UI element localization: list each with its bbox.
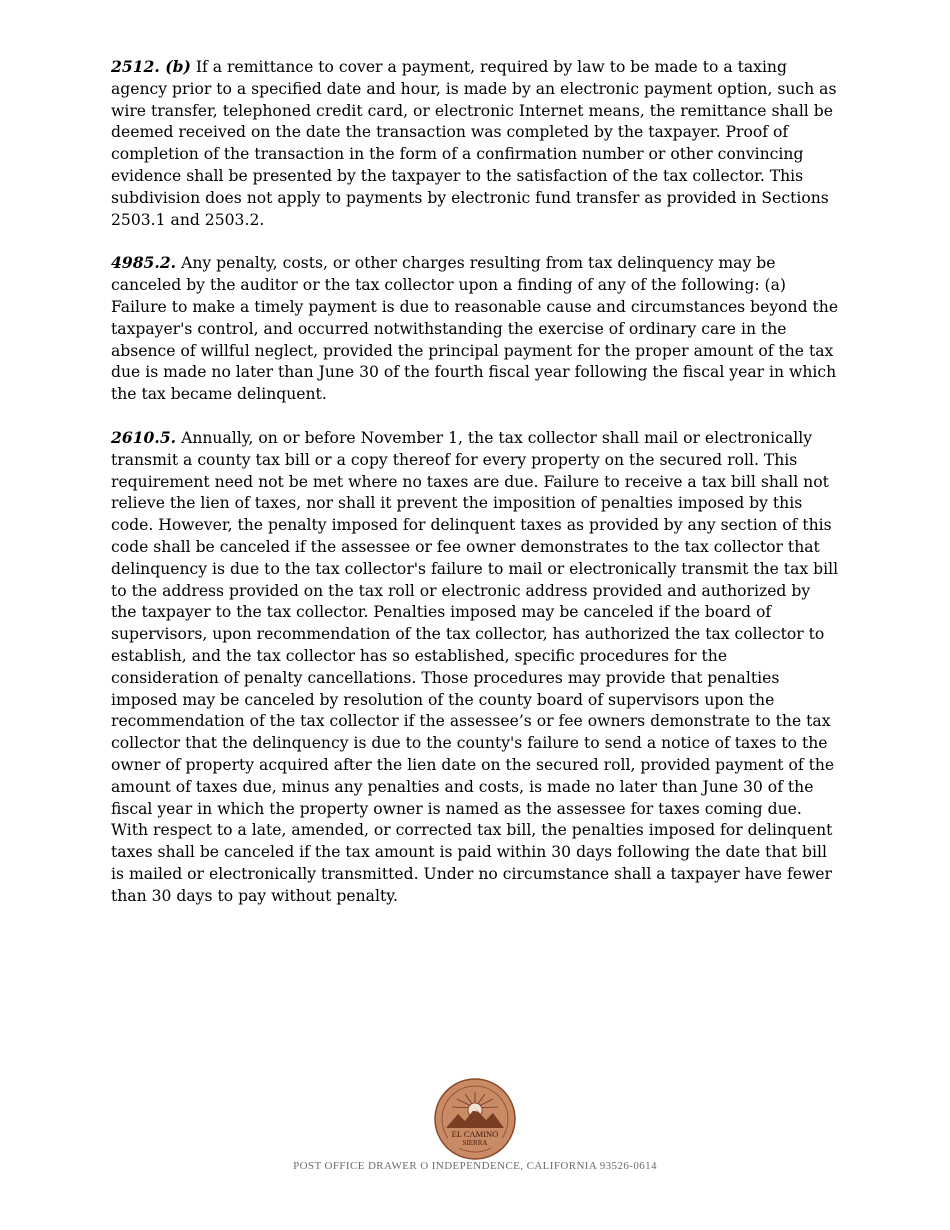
section-text: Annually, on or before November 1, the tax collector shall mail or electronically transmit a county tax bill or a copy thereof for every property on the secured roll. This requirement need not be met where no taxes are due. Failure to receive a tax bill shall not relieve the lien of taxes, nor shall it prevent the imposition of penalties imposed by this code. However, the penalty imposed for delinquent taxes as provided by any section of this code shall be canceled if the assessee or fee owner demonstrates to the tax collector that delinquency is due to the tax collector's failure to mail or electronically transmit the tax bill to the address provided on the tax roll or electronic address provided and authorized by the taxpayer to the tax collector. Penalties imposed may be canceled if the board of supervisors, upon recommendation of the tax collector, has authorized the tax collector to establish, and the tax collector has so established, specific procedures for the consideration of penalty cancellations. Those procedures may provide that penalties imposed may be canceled by resolution of the county board of supervisors upon the recommendation of the tax collector if the assessee’s or fee owners demonstrate to the tax collector that the delinquency is due to the county's failure to send a notice of taxes to the owner of property acquired after the lien date on the secured roll, provided payment of the amount of taxes due, minus any penalties and costs, is made no later than June 30 of the fiscal year in which the property owner is named as the assessee for taxes coming due. With respect to a late, amended, or corrected tax bill, the penalties imposed for delinquent taxes shall be canceled if the tax amount is paid within 30 days following the date that bill is mailed or electronically transmitted. Under no circumstance shall a taxpayer have fewer than 30 days to pay without penalty. — [111, 428, 839, 905]
section-4985-2 — [111, 252, 839, 406]
section-2610-5 — [111, 427, 839, 908]
seal-text-line1: EL CAMINO — [451, 1129, 499, 1139]
county-seal — [434, 1078, 516, 1160]
seal-icon — [434, 1078, 516, 1160]
footer-address: POST OFFICE DRAWER O INDEPENDENCE, CALIFORNIA 93526-0614 — [293, 1160, 657, 1172]
section-code: 4985.2. — [111, 253, 177, 273]
document-body — [111, 56, 839, 928]
section-code: 2512. (b) — [111, 57, 191, 76]
section-text: Any penalty, costs, or other charges resulting from tax delinquency may be canceled by the auditor or the tax collector upon a finding of any of the following: (a) Failure to make a timely payment is due to reasonable cause and circumstances beyond the taxpayer's control, and occurred notwithstanding the exercise of ordinary care in the absence of willful neglect, provided the principal payment for the proper amount of the tax due is made no later than June 30 of the fourth fiscal year following the fiscal year in which the tax became delinquent. — [111, 254, 839, 404]
section-2512 — [111, 56, 839, 231]
seal-text-line2: SIERRA — [462, 1139, 488, 1147]
section-text: If a remittance to cover a payment, required by law to be made to a taxing agency prior to a specified date and hour, is made by an electronic payment option, such as wire transfer, telephoned credit card, or electronic Internet means, the remittance shall be deemed received on the date the transaction was completed by the taxpayer. Proof of completion of the transaction in the form of a confirmation number or other convincing evidence shall be presented by the taxpayer to the satisfaction of the tax collector. This subdivision does not apply to payments by electronic fund transfer as provided in Sections 2503.1 and 2503.2. — [111, 58, 837, 229]
section-code: 2610.5. — [111, 427, 177, 447]
